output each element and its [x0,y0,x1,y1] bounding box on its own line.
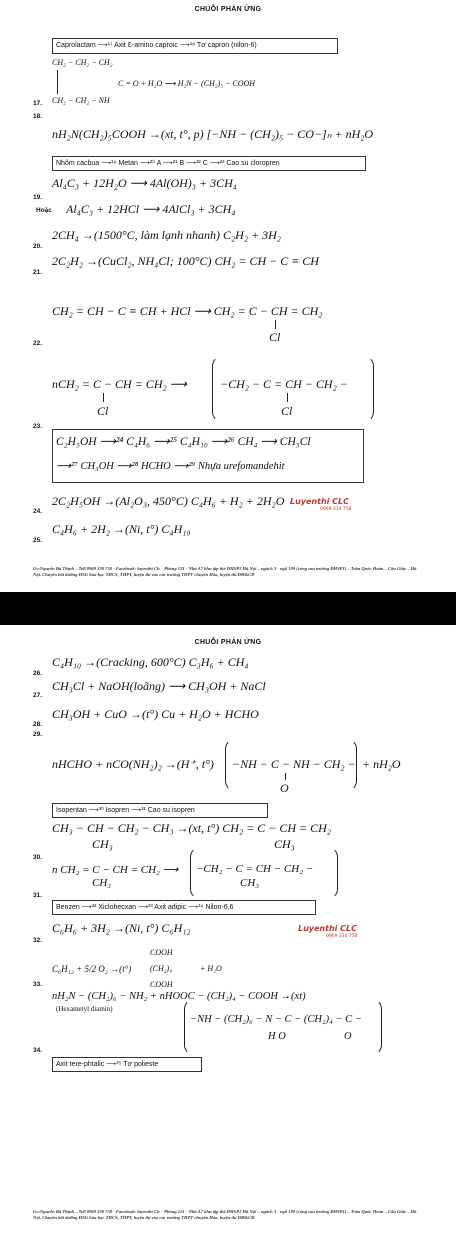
brand-phone: 0969 330 758 [320,507,352,512]
equation-33-bot: COOH [150,980,173,989]
reaction-number: 19. [33,194,43,201]
brand-phone: 0969 330 758 [326,934,358,939]
ring-right: C = O + H₂O ⟶ H₂N − (CH₂)₅ − COOH [118,79,256,88]
worksheet-page-2 [0,625,456,1247]
substituent-o: O [280,781,289,795]
reaction-number: 18. [33,113,43,120]
reaction-chain-text: C₂H₅OH ⟶²⁴ C₄H₆ ⟶²⁵ C₄H₁₀ ⟶²⁶ CH₄ ⟶ CH₃Cl [56,436,311,448]
substituent-ch3: CH₃ [92,837,113,851]
equation-23-left: nCH₂ = C − CH = CH₂ ⟶ [52,377,187,391]
page-title: CHUỖI PHẢN ỨNG [194,6,262,13]
substituent-cl: Cl [269,330,281,344]
footer-note: Gv:Nguyễn Bá Thịnh – Tell 0969 330 758 - Facebook: luyenthi Clc - Phòng 121 - Nhà A7 khu tập thể ĐHSP1 Hà Nội – ngách 3 - ngõ 199 (cổng sau trường ĐHSP1) – Trần Quốc Hoàn – Cầu Giấy – Hà Nội. Chuyên bồi dưỡng HSG hóa học THCS, THPT, luyện thi vào các trường THPT chuyên Hóa, luyện thi ĐH&CĐ [33,566,417,577]
page-title: CHUỖI PHẢN ỨNG [194,639,262,646]
equation-30: CH₃ − CH − CH₂ − CH₃ →(xt, t°) CH₂ = C − CH = CH₂ [52,821,331,835]
reaction-chain-text: ⟶²⁷ CH₃OH ⟶²⁸ HCHO ⟶²⁹ Nhựa urefomandehit [56,461,285,472]
equation-33-top: COOH [150,948,173,957]
polymer-bracket [184,999,382,1055]
alternative-label: Hoặc [36,207,52,214]
reaction-number: 28. [33,721,43,728]
reaction-number: 27. [33,692,43,699]
bond [287,393,288,402]
reaction-number: 22. [33,340,43,347]
brand-logo: Luyenthi CLC [290,497,350,506]
equation-23-right: −CH₂ − C = CH − CH₂ − [220,377,348,391]
reaction-chain-text: Caprolactam ⟶¹⁷ Axit Ɛ-amino caproic ⟶¹⁸ Tơ capron (nilon-6) [56,42,257,49]
reaction-number: 25. [33,537,43,544]
equation-34-product: −NH − (CH₂)₆ − N − C − (CH₂)₄ − C − [190,1014,362,1025]
reaction-chain-text: Axit tere-phtalic ⟶³⁵ Tơ polieste [56,1061,159,1068]
bond [275,320,276,329]
reaction-number: 24. [33,508,43,515]
substituent-cl: Cl [97,404,109,418]
footer-note: Gv:Nguyễn Bá Thịnh – Tell 0969 330 758 - Facebook: luyenthi Clc - Phòng 121 - Nhà A7 khu tập thể ĐHSP1 Hà Nội – ngách 3 - ngõ 199 (cổng sau trường ĐHSP1) – Trần Quốc Hoàn – Cầu Giấy – Hà Nội. Chuyên bồi dưỡng HSG hóa học THCS, THPT, luyện thi vào các trường THPT chuyên Hóa, luyện thi ĐH&CĐ [33,1209,417,1220]
reaction-number: 21. [33,269,43,276]
equation-24: 2C₂H₅OH →(Al₂O₃, 450°C) C₄H₆ + H₂ + 2H₂O [52,494,285,508]
equation-27: CH₃Cl + NaOH(loãng) ⟶ CH₃OH + NaCl [52,679,266,693]
substituent-cl: Cl [281,404,293,418]
equation-28: CH₃OH + CuO →(t°) Cu + H₂O + HCHO [52,707,259,721]
equation-33-left: C₆H₁₂ + 5/2 O₂ →(t°) [52,964,132,974]
reaction-number: 30. [33,854,43,861]
equation-20: 2CH₄ →(1500°C, làm lạnh nhanh) C₂H₂ + 3H₂ [52,228,281,242]
reaction-number: 23. [33,423,43,430]
reaction-number: 32. [33,937,43,944]
equation-21: 2C₂H₂ →(CuCl₂, NH₄Cl; 100°C) CH₂ = CH − C ≡ CH [52,254,319,268]
reaction-number: 29. [33,731,43,738]
substituent-ch3: CH₃ [240,877,260,889]
equation-33-right: + H₂O [200,964,222,973]
reaction-number: 17. [33,100,43,107]
equation-29-mid: −NH − C − NH − CH₂ − [232,757,356,771]
ring-bond [57,70,58,94]
equation-33-mid: (CH₂)₄ [150,964,173,973]
reaction-number: 20. [33,243,43,250]
page-separator [0,592,456,625]
equation-29-right: + nH₂O [362,757,401,771]
substituent-h-o: H O [268,1031,286,1042]
equation-19b: Al₄C₃ + 12HCl ⟶ 4AlCl₃ + 3CH₄ [66,202,236,216]
substituent-ch3: CH₃ [92,877,112,889]
brand-logo: Luyenthi CLC [298,924,358,933]
reaction-chain-text: Nhôm cacbua ⟶¹⁹ Metan ⟶²⁰ A ⟶²¹ B ⟶²² C ⟶²³ Cao su cloropren [56,160,280,167]
reaction-number: 26. [33,670,43,677]
ring-bottom: CH₂ − CH₂ − NH [52,96,110,105]
reaction-number: 33. [33,981,43,988]
equation-32: C₆H₆ + 3H₂ →(Ni, t°) C₆H₁₂ [52,921,191,935]
reaction-chain-text: Isopentan ⟶³⁰ Isopren ⟶³¹ Cao su isopren [56,807,195,814]
bond [103,393,104,402]
bond [285,773,286,780]
equation-25: C₄H₆ + 2H₂ →(Ni, t°) C₄H₁₀ [52,522,191,536]
equation-22: CH₂ = CH − C ≡ CH + HCl ⟶ CH₂ = C − CH = CH₂ [52,304,323,318]
equation-18: nH₂N(CH₂)₅COOH →(xt, t°, p) [−NH − (CH₂)₅ − CO−]ₙ + nH₂O [52,127,374,141]
reaction-chain-text: Benzen ⟶³² Xiclohecxan ⟶³³ Axit adipic ⟶³⁴ Nilon-6,6 [56,904,234,911]
reaction-number: 31. [33,892,43,899]
equation-31-right: −CH₂ − C = CH − CH₂ − [196,863,314,875]
reactant-note: (Hexametyl diamin) [56,1005,113,1013]
substituent-ch3: CH₃ [274,837,295,851]
equation-31-left: n CH₂ = C − CH = CH₂ ⟶ [52,864,179,876]
equation-29-left: nHCHO + nCO(NH₂)₂ →(H⁺, t°) [52,757,214,771]
ring-top: CH₂ − CH₂ − CH₂ [52,58,113,67]
substituent-o: O [344,1031,352,1042]
equation-26: C₄H₁₀ →(Cracking, 600°C) C₃H₆ + CH₄ [52,655,249,669]
equation-19: Al₄C₃ + 12H₂O ⟶ 4Al(OH)₃ + 3CH₄ [52,176,237,190]
equation-34-reactants: nH₂N − (CH₂)₆ − NH₂ + nHOOC − (CH₂)₄ − COOH →(xt) [52,991,306,1002]
reaction-number: 34. [33,1047,43,1054]
worksheet-page-1 [0,0,456,592]
